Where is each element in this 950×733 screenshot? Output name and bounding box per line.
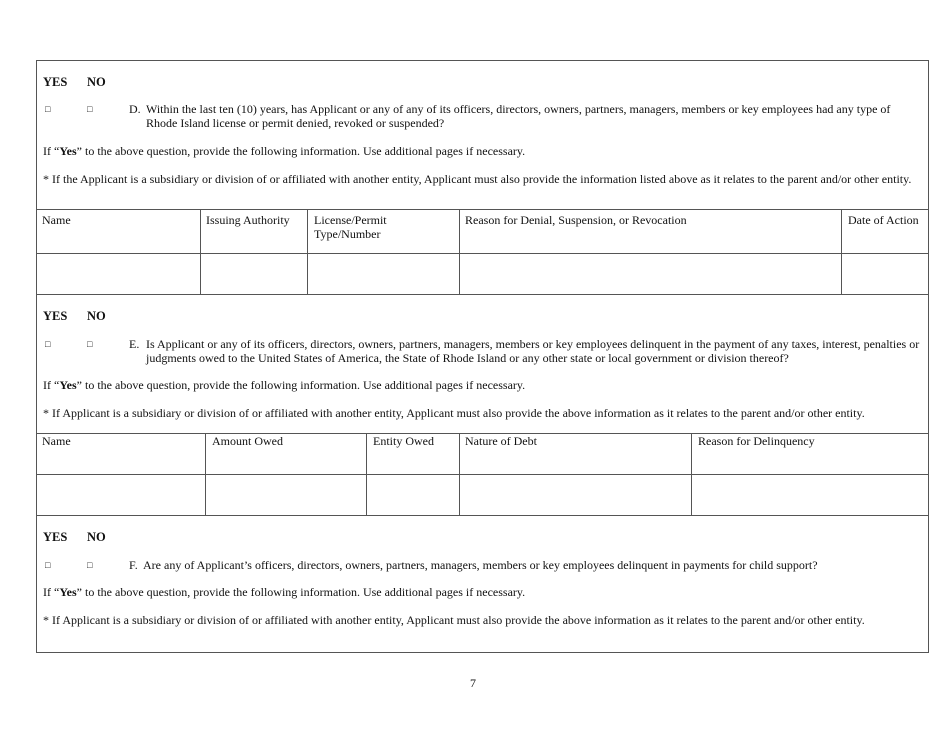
no-checkbox-d[interactable]: □ <box>87 104 93 114</box>
yes-checkbox-d[interactable]: □ <box>45 104 51 114</box>
table-d-input-issuing-authority[interactable] <box>201 254 307 294</box>
table-d-header-date-of-action: Date of Action <box>848 213 919 227</box>
table-e-input-entity-owed[interactable] <box>367 475 459 515</box>
table-e-header-reason-for-delinquency: Reason for Delinquency <box>698 434 815 448</box>
yes-header-d: YES <box>43 75 68 89</box>
no-checkbox-e[interactable]: □ <box>87 339 93 349</box>
affiliate-note-d: * If the Applicant is a subsidiary or division of or affiliated with another entity, Applicant must also provide the information listed above as it relates to the parent and/or other entity. <box>43 172 912 186</box>
table-e-header-amount-owed: Amount Owed <box>212 434 283 448</box>
affiliate-note-e: * If Applicant is a subsidiary or division of or affiliated with another entity, Applicant must also provide the above information as it relates to the parent and/or other entity. <box>43 406 865 420</box>
question-f-line1: Are any of Applicant’s officers, directors, owners, partners, managers, members or key employees delinquent in payments for child support? <box>143 558 818 572</box>
yes-header-e: YES <box>43 309 68 323</box>
table-d-header-license-permit: License/Permit <box>314 213 387 227</box>
yes-checkbox-f[interactable]: □ <box>45 560 51 570</box>
yes-header-f: YES <box>43 530 68 544</box>
table-e-header-entity-owed: Entity Owed <box>373 434 434 448</box>
table-d-header-type-number: Type/Number <box>314 227 381 241</box>
table-d-header-reason: Reason for Denial, Suspension, or Revocation <box>465 213 687 227</box>
question-e-letter: E. <box>129 337 140 351</box>
no-header-d: NO <box>87 75 106 89</box>
question-d-letter: D. <box>129 102 141 116</box>
question-d-line1: Within the last ten (10) years, has Applicant or any of any of its officers, directors, owners, partners, managers, members or key employees had any type of <box>146 102 891 116</box>
table-d-input-date[interactable] <box>842 254 928 294</box>
if-yes-instruction-f: If “Yes” to the above question, provide the following information. Use additional pages if necessary. <box>43 585 526 599</box>
table-e-header-nature-of-debt: Nature of Debt <box>465 434 537 448</box>
no-header-e: NO <box>87 309 106 323</box>
table-d-bottom-border <box>37 294 928 295</box>
table-d-top-border <box>37 209 928 210</box>
if-yes-instruction-d: If “Yes” to the above question, provide the following information. Use additional pages if necessary. <box>43 144 526 158</box>
table-e-input-amount-owed[interactable] <box>206 475 366 515</box>
affiliate-note-f: * If Applicant is a subsidiary or division of or affiliated with another entity, Applicant must also provide the above information as it relates to the parent and/or other entity. <box>43 613 865 627</box>
no-checkbox-f[interactable]: □ <box>87 560 93 570</box>
yes-checkbox-e[interactable]: □ <box>45 339 51 349</box>
table-e-input-nature-of-debt[interactable] <box>460 475 691 515</box>
form-frame <box>36 60 929 653</box>
table-e-input-name[interactable] <box>37 475 205 515</box>
question-e-line2: judgments owed to the United States of America, the State of Rhode Island or any other state or local government or division thereof? <box>146 351 789 365</box>
table-e-bottom-border <box>37 515 928 516</box>
table-d-input-name[interactable] <box>37 254 200 294</box>
table-d-header-name: Name <box>42 213 71 227</box>
question-d-line2: Rhode Island license or permit denied, revoked or suspended? <box>146 116 445 130</box>
question-f-letter: F. <box>129 558 138 572</box>
if-yes-instruction-e: If “Yes” to the above question, provide the following information. Use additional pages if necessary. <box>43 378 526 392</box>
table-e-header-name: Name <box>42 434 71 448</box>
page-number: 7 <box>470 676 476 690</box>
table-e-input-reason[interactable] <box>692 475 928 515</box>
no-header-f: NO <box>87 530 106 544</box>
table-d-input-license-permit[interactable] <box>308 254 459 294</box>
table-d-input-reason[interactable] <box>460 254 841 294</box>
question-e-line1: Is Applicant or any of its officers, directors, owners, partners, managers, members or key employees delinquent in the payment of any taxes, interest, penalties or <box>146 337 920 351</box>
table-d-header-issuing-authority: Issuing Authority <box>206 213 290 227</box>
